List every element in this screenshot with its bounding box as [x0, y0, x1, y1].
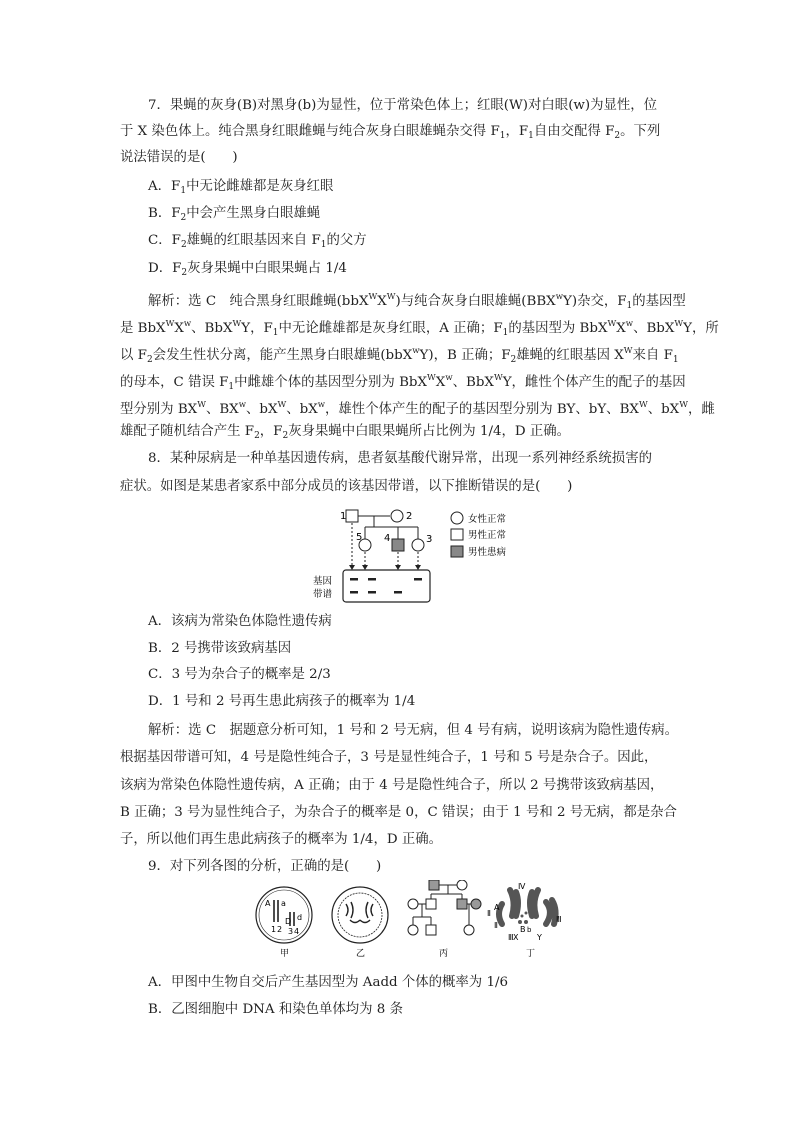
- q9-option-a: A．甲图中生物自交后产生基因型为 Aadd 个体的概率为 1/6: [148, 975, 508, 990]
- q7-solution-line1: 解析：选 C 纯合黑身红眼雌蝇$(bbX^WX^W)$与纯合灰身白眼雄蝇(BBX$^w$Y)杂交，$F_1$的基因型: [148, 292, 686, 311]
- q7-solution-line6: 雄配子随机结合产生 $F_2$，$F_2$灰身果蝇中白眼果蝇所占比例为 1/4，D 正确。: [120, 424, 571, 441]
- q8-option-a: A．该病为常染色体隐性遗传病: [148, 614, 332, 629]
- q7-option-a: A．$F_1$中无论雌雄都是灰身红眼: [148, 179, 334, 196]
- figure-ding: [487, 882, 562, 959]
- legend-male-label: 男性正常: [468, 530, 507, 541]
- legend-female-symbol: [451, 512, 463, 524]
- label-5: 5: [356, 532, 363, 543]
- band-label-1: 基因: [313, 576, 333, 587]
- female-2-symbol: [391, 510, 403, 522]
- figure-yi: [332, 887, 388, 959]
- svg-text:D: D: [285, 917, 292, 926]
- label-2: 2: [406, 511, 413, 522]
- q7-solution-line2: 是 $BbX^WX^w$、BbX$^W$Y，$F_1$中无论雌雄都是灰身红眼，A 正确；$F_1$的基因型为 $BbX^WX^w$、BbX$^W$Y，所: [120, 319, 719, 338]
- q9-stem: 9．对下列各图的分析，正确的是( ): [148, 859, 382, 874]
- svg-text:a: a: [281, 899, 286, 908]
- q8-solution-line5: 子，所以他们再生患此病孩子的概率为 1/4，D 正确。: [120, 832, 443, 847]
- svg-text:A: A: [494, 903, 500, 912]
- legend-affected-symbol: [451, 546, 463, 557]
- male-1-symbol: [346, 510, 358, 522]
- q8-stem-line2: 症状。如图是某患者家系中部分成员的该基因带谱，以下推断错误的是( ): [120, 479, 573, 494]
- affected-male-4-symbol: [392, 539, 404, 551]
- legend-male-symbol: [451, 529, 463, 540]
- q7-solution-line5: 型分别为 $BX^W$、$BX^w$、$bX^W$、$bX^w$，雄性个体产生的配子的基因型分别为 BY、bY、$BX^W$、$bX^W$，雌: [120, 400, 715, 417]
- caption-yi: 乙: [356, 949, 366, 959]
- q7-option-c: C．$F_2$雄蝇的红眼基因来自 $F_1$的父方: [148, 233, 367, 250]
- svg-text:b: b: [527, 926, 532, 934]
- label-4: 4: [384, 533, 391, 544]
- q8-solution-line4: B 正确；3 号为显性纯合子，为杂合子的概率是 0，C 错误；由于 1 号和 2 号无病，都是杂合: [120, 805, 677, 820]
- figure-jia: [256, 887, 312, 959]
- caption-jia: 甲: [280, 949, 290, 959]
- q7-solution-line3: 以 $F_2$会发生性状分离，能产生黑身白眼雄蝇(bbX$^w$Y)，B 正确；$F_2$雄蝇的红眼基因 $X^W$来自 $F_1$: [120, 346, 679, 365]
- q7-option-d: D．$F_2$灰身果蝇中白眼果蝇占 1/4: [148, 261, 347, 278]
- figure-bing: [408, 880, 481, 959]
- q8-option-d: D．1 号和 2 号再生患此病孩子的概率为 1/4: [148, 694, 416, 709]
- label-3: 3: [426, 534, 433, 545]
- legend-affected-label: 男性患病: [468, 547, 507, 558]
- q8-solution-line2: 根据基因带谱可知，4 号是隐性纯合子，3 号是显性纯合子，1 号和 5 号是杂合子。因此，: [120, 750, 658, 765]
- q8-stem-line1: 8．某种尿病是一种单基因遗传病，患者氨基酸代谢异常，出现一系列神经系统损害的: [148, 451, 652, 466]
- q9-figures: [254, 880, 574, 960]
- legend-female-label: 女性正常: [468, 514, 507, 525]
- q8-solution-line3: 该病为常染色体隐性遗传病，A 正确；由于 4 号是隐性纯合子，所以 2 号携带该致病基因，: [120, 778, 664, 793]
- q7-stem-line3: 说法错误的是( ): [120, 150, 238, 165]
- svg-text:Y: Y: [537, 933, 542, 942]
- svg-text:B: B: [520, 925, 526, 934]
- label-1: 1: [340, 511, 347, 522]
- q9-option-b: B．乙图细胞中 DNA 和染色单体均为 8 条: [148, 1002, 403, 1017]
- q7-option-b: B．$F_2$中会产生黑身白眼雄蝇: [148, 206, 321, 223]
- caption-bing: 丙: [439, 949, 449, 959]
- q7-solution-line4: 的母本，C 错误 $F_1$中雌雄个体的基因型分别为 $BbX^WX^w$、BbX$^W$Y，雌性个体产生的配子的基因: [120, 373, 686, 392]
- svg-text:Ⅲ: Ⅲ: [508, 933, 514, 942]
- svg-text:4: 4: [294, 927, 300, 936]
- q7-stem-line1: 7．果蝇的灰身(B)对黑身(b)为显性，位于常染色体上；红眼(W)对白眼(w)为显性，位: [148, 98, 658, 113]
- svg-text:1: 1: [271, 925, 277, 934]
- q8-pedigree-figure: [310, 503, 525, 605]
- svg-text:Ⅱ: Ⅱ: [487, 909, 491, 918]
- svg-text:X: X: [513, 933, 519, 942]
- svg-text:Ⅱ: Ⅱ: [494, 921, 498, 930]
- svg-text:Ⅳ: Ⅳ: [518, 882, 526, 891]
- svg-text:3: 3: [288, 927, 294, 936]
- q8-solution-line1: 解析：选 C 据题意分析可知，1 号和 2 号无病，但 4 号有病，说明该病为隐性遗传病。: [148, 723, 679, 738]
- q8-option-c: C．3 号为杂合子的概率是 2/3: [148, 667, 331, 682]
- svg-text:Ⅲ: Ⅲ: [556, 915, 562, 924]
- svg-text:2: 2: [277, 925, 283, 934]
- svg-text:d: d: [297, 913, 303, 922]
- female-3-symbol: [412, 539, 424, 551]
- gene-band-box: [343, 570, 430, 602]
- q7-stem-line2: 于 X 染色体上。纯合黑身红眼雌蝇与纯合灰身白眼雄蝇杂交得 $F_1$，$F_1$自由交配得 $F_2$。下列: [120, 124, 661, 141]
- caption-ding: 丁: [526, 949, 536, 959]
- svg-text:A: A: [265, 899, 271, 908]
- q8-option-b: B．2 号携带该致病基因: [148, 641, 292, 656]
- band-label-2: 带谱: [313, 589, 333, 600]
